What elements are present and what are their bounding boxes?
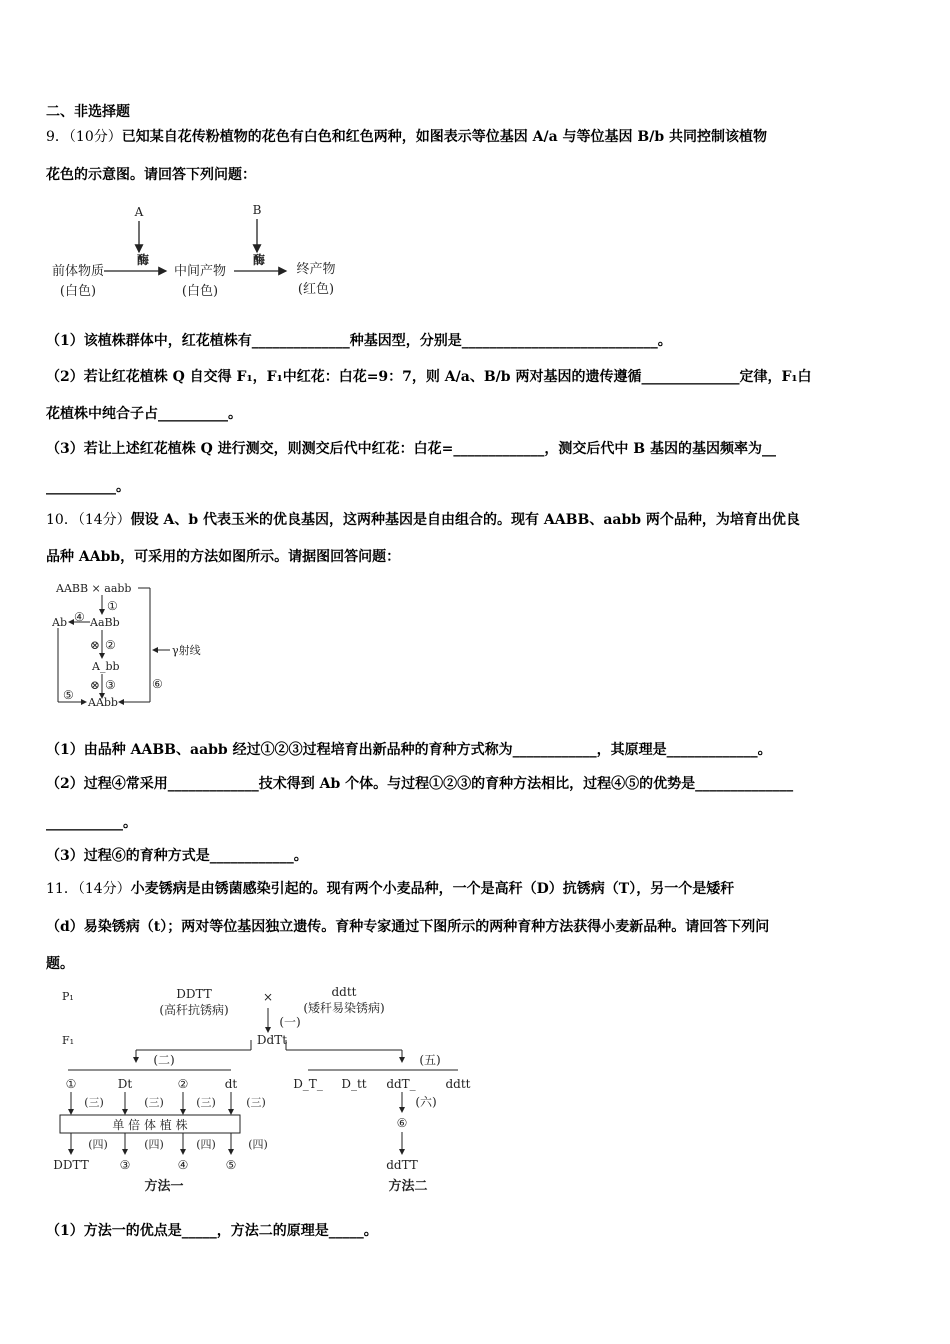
q9-stem: 已知某自花传粉植物的花色有白色和红色两种，如图表示等位基因 A/a 与等位基因 B/b 共同控制该植物	[121, 129, 768, 145]
step4-label-b: (四)	[144, 1138, 164, 1151]
output-ddtt: DDTT	[53, 1158, 89, 1172]
parent-ddtt-low: ddtt	[331, 985, 357, 999]
q11-points: （14分）	[77, 881, 131, 897]
target-aabb: AAbb	[88, 696, 118, 709]
self-cross-2: ⊗	[90, 678, 101, 692]
f1-aabb: AaBb	[90, 616, 120, 629]
q9-stem-line2: 花色的示意图。请回答下列问题：	[46, 167, 256, 183]
parents-label: AABB × aabb	[56, 582, 132, 595]
q10-points: （14分）	[77, 512, 131, 528]
haploid-label: 单 倍 体 植 株	[112, 1118, 188, 1132]
q11-stem: 小麦锈病是由锈菌感染引起的。现有两个小麦品种，一个是高秆（D）抗锈病（T），另一个是矮秆	[130, 881, 735, 897]
q9-part3-line1: （3）若让上述红花植株 Q 进行测交，则测交后代中红花：白花=_____________，测交后代中 B 基因的基因频率为__	[46, 441, 776, 457]
f1-label: F₁	[62, 1034, 75, 1047]
gamma-label: γ射线	[172, 644, 201, 657]
gene-a-label: A	[134, 205, 144, 219]
method2-label: 方法二	[388, 1179, 428, 1194]
step1-label: (一)	[279, 1015, 301, 1029]
output-4: ④	[177, 1158, 189, 1172]
q9-number: 9．	[46, 129, 69, 145]
step3-label-c: (三)	[196, 1096, 216, 1109]
q10-part1: （1）由品种 AABB、aabb 经过①②③过程培育出新品种的育种方式称为____________，其原理是_____________。	[46, 742, 772, 758]
q10-stem-line1	[46, 511, 800, 529]
enzyme2-label: 酶	[252, 253, 266, 267]
step1-marker: ①	[107, 599, 118, 613]
gamete-dt-lower: dt	[224, 1077, 238, 1091]
gamete-dt-upper: Dt	[117, 1077, 133, 1091]
node-final: 终产物	[296, 262, 336, 277]
q10-stem-line2: 品种 AAbb，可采用的方法如图所示。请据图回答问题：	[46, 549, 401, 565]
gene-b-label: B	[252, 203, 262, 217]
step4-label-d: (四)	[248, 1138, 268, 1151]
output-right-ddtt: ddTT	[386, 1158, 418, 1172]
gamete-1: ①	[65, 1077, 77, 1091]
step3-label-a: (三)	[84, 1096, 104, 1109]
a-bb-label: A_bb	[92, 660, 120, 673]
q11-breeding-diagram	[46, 984, 486, 1199]
q11-stem-line3: 题。	[46, 956, 74, 972]
q11-stem-line2: （d）易染锈病（t）；两对等位基因独立遗传。育种专家通过下图所示的两种育种方法获得小麦新品种。请回答下列问	[46, 919, 770, 935]
q11-stem-line1	[46, 880, 734, 898]
node-precursor-color: (白色)	[59, 284, 97, 299]
ab-label: Ab	[52, 616, 67, 629]
step4-marker: ④	[74, 610, 85, 624]
f2-ddtt: ddtt	[445, 1077, 471, 1091]
node-final-color: (红色)	[297, 282, 335, 297]
step5-marker: ⑤	[63, 688, 74, 702]
parent-high-desc: (高秆抗锈病)	[159, 1003, 229, 1017]
q10-part2-line1: （2）过程④常采用_____________技术得到 Ab 个体。与过程①②③的育种方法相比，过程④⑤的优势是______________	[46, 776, 794, 792]
q9-pathway-diagram	[48, 198, 368, 308]
parent-ddtt-high: DDTT	[176, 987, 212, 1001]
q9-stem-line1	[46, 128, 767, 146]
step5-label: (五)	[419, 1053, 441, 1067]
q9-part1: （1）该植株群体中，红花植株有______________种基因型，分别是____________________________。	[46, 333, 672, 349]
self-cross-1: ⊗	[90, 638, 101, 652]
method1-label: 方法一	[144, 1179, 184, 1194]
f2-ddt: ddT_	[386, 1077, 416, 1091]
gamete-2: ②	[177, 1077, 189, 1091]
q9-part2-line1: （2）若让红花植株 Q 自交得 F₁，F₁中红花：白花=9：7，则 A/a、B/b 两对基因的遗传遵循______________定律，F₁白	[46, 369, 812, 385]
output-5: ⑤	[225, 1158, 237, 1172]
node-intermediate: 中间产物	[173, 264, 227, 279]
parent-low-desc: (矮秆易染锈病)	[303, 1001, 385, 1015]
section-title: 二、非选择题	[46, 104, 130, 120]
f2-d-tt: D_tt	[341, 1077, 367, 1091]
output-3: ③	[119, 1158, 131, 1172]
step3-marker: ③	[105, 678, 116, 692]
q10-part3: （3）过程⑥的育种方式是____________。	[46, 848, 308, 864]
step6-result: ⑥	[396, 1116, 408, 1130]
step2-marker: ②	[105, 638, 116, 652]
q9-points: （10分）	[68, 129, 122, 145]
q11-part1: （1）方法一的优点是_____，方法二的原理是_____。	[46, 1223, 378, 1239]
q10-number: 10．	[46, 512, 78, 528]
q10-breeding-diagram	[52, 578, 222, 713]
q11-number: 11．	[46, 881, 78, 897]
q9-part2-line2: 花植株中纯合子占__________。	[46, 406, 242, 422]
f1-genotype: DdTt	[256, 1033, 288, 1047]
node-precursor: 前体物质	[51, 264, 105, 279]
step6-label: (六)	[415, 1095, 437, 1109]
cross-symbol: ×	[262, 990, 274, 1004]
f2-d-t: D_T_	[293, 1077, 323, 1091]
step3-label-d: (三)	[246, 1096, 266, 1109]
p1-label: P₁	[62, 990, 74, 1003]
q10-part2-line2: ___________。	[46, 815, 137, 831]
step4-label-c: (四)	[196, 1138, 216, 1151]
step3-label-b: (三)	[144, 1096, 164, 1109]
step2-label: (二)	[153, 1053, 175, 1067]
node-intermediate-color: (白色)	[181, 284, 219, 299]
step4-label-a: (四)	[88, 1138, 108, 1151]
q9-part3-line2: __________。	[46, 479, 130, 495]
step6-marker: ⑥	[152, 677, 163, 691]
q10-stem: 假设 A、b 代表玉米的优良基因，这两种基因是自由组合的。现有 AABB、aabb 两个品种，为培育出优良	[130, 512, 800, 528]
enzyme1-label: 酶	[136, 253, 150, 267]
